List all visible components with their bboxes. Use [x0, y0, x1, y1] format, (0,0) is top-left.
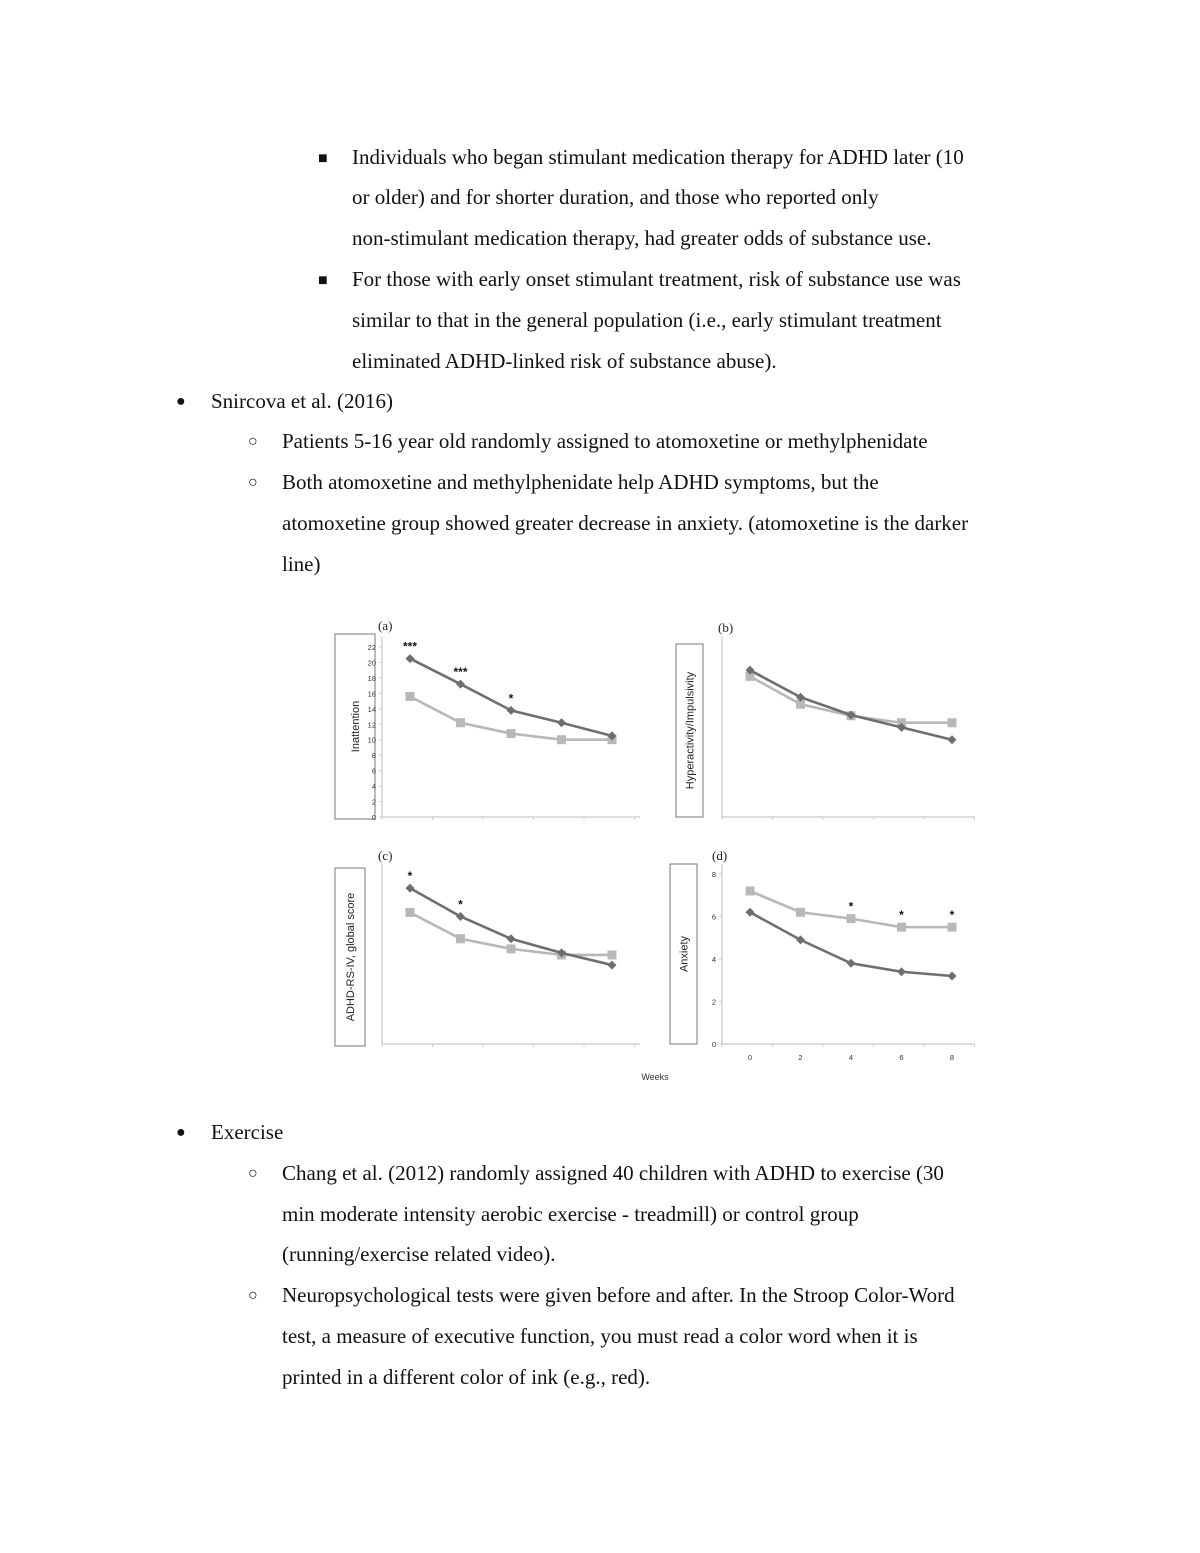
y-tick-label: 8	[371, 751, 376, 761]
x-tick-label: 4	[848, 1053, 854, 1062]
data-point-atomoxetine	[948, 972, 957, 981]
series-line-atomoxetine	[750, 670, 952, 740]
text-line: similar to that in the general population (i.e., early stimulant treatment	[352, 308, 942, 332]
text-line: or older) and for shorter duration, and those who reported only	[352, 185, 879, 209]
text-line: printed in a different color of ink (e.g., red).	[282, 1365, 651, 1389]
data-point-atomoxetine	[557, 718, 566, 727]
text-line: atomoxetine group showed greater decrease in anxiety. (atomoxetine is the darker	[282, 511, 969, 535]
y-tick-label: 0	[371, 813, 376, 822]
data-point-methylphenidate	[948, 923, 957, 932]
y-tick-label: 12	[367, 720, 376, 730]
significance-annotation: *	[458, 897, 463, 912]
circle-bullet-icon: ○	[248, 1165, 258, 1182]
y-axis-label: Hyperactivity/Impulsivity	[684, 671, 697, 790]
y-tick-label: 8	[711, 870, 716, 879]
data-point-methylphenidate	[897, 923, 906, 932]
y-tick-label: 22	[367, 643, 376, 652]
square-bullet-icon: ■	[318, 150, 328, 167]
text-line: Snircova et al. (2016)	[211, 389, 393, 413]
data-point-methylphenidate	[948, 718, 957, 727]
data-point-methylphenidate	[507, 944, 516, 953]
data-point-methylphenidate	[456, 934, 465, 943]
text-line: For those with early onset stimulant treatment, risk of substance use was	[352, 267, 961, 291]
panel-title: (b)	[718, 620, 734, 635]
text-line: Exercise	[211, 1120, 284, 1144]
data-point-methylphenidate	[456, 718, 465, 727]
y-tick-label: 18	[367, 673, 376, 683]
text-line: line)	[282, 552, 321, 576]
significance-annotation: ***	[402, 639, 418, 654]
data-point-atomoxetine	[456, 680, 465, 689]
figure-four-panel-chart	[330, 612, 980, 1087]
significance-annotation: *	[508, 691, 514, 706]
panel-title: (a)	[378, 618, 393, 633]
y-tick-label: 6	[711, 912, 716, 922]
y-tick-label: 14	[367, 704, 376, 714]
data-point-atomoxetine	[608, 961, 617, 970]
circle-bullet-icon: ○	[248, 1287, 258, 1304]
y-tick-label: 16	[367, 689, 376, 699]
data-point-methylphenidate	[796, 908, 805, 917]
data-point-methylphenidate	[406, 908, 415, 917]
x-tick-label: 0	[747, 1053, 753, 1062]
y-tick-label: 10	[367, 735, 376, 745]
y-tick-label: 4	[711, 955, 716, 964]
data-point-atomoxetine	[406, 654, 415, 663]
text-line: non-stimulant medication therapy, had greater odds of substance use.	[352, 226, 932, 250]
text-line: eliminated ADHD-linked risk of substance abuse).	[352, 349, 777, 373]
x-tick-label: 2	[798, 1053, 803, 1062]
y-tick-label: 0	[711, 1040, 716, 1049]
y-tick-label: 2	[711, 997, 716, 1007]
panel-title: (d)	[712, 848, 728, 863]
text-line: test, a measure of executive function, you must read a color word when it is	[282, 1324, 918, 1348]
data-point-atomoxetine	[948, 735, 957, 744]
x-tick-label: 6	[899, 1053, 904, 1062]
panel-title: (c)	[378, 848, 393, 863]
chart-svg	[330, 612, 980, 1087]
x-axis-label: Weeks	[641, 1072, 669, 1082]
text-line: Both atomoxetine and methylphenidate help ADHD symptoms, but the	[282, 470, 879, 494]
significance-annotation: ***	[453, 665, 468, 680]
y-tick-label: 2	[371, 797, 376, 807]
significance-annotation: *	[407, 869, 413, 884]
circle-bullet-icon: ○	[248, 474, 258, 491]
disc-bullet-icon: ●	[176, 1124, 186, 1141]
text-line: Patients 5-16 year old randomly assigned to atomoxetine or methylphenidate	[282, 429, 928, 453]
x-tick-label: 8	[949, 1053, 955, 1062]
data-point-methylphenidate	[507, 729, 516, 738]
y-axis-label: Anxiety	[678, 935, 691, 973]
significance-annotation: *	[848, 899, 854, 914]
y-axis-label: Inattention	[350, 700, 362, 753]
data-point-atomoxetine	[897, 967, 906, 976]
y-tick-label: 4	[371, 782, 376, 792]
y-tick-label: 20	[367, 658, 376, 668]
series-line-atomoxetine	[410, 888, 612, 965]
text-line: Individuals who began stimulant medication therapy for ADHD later (10	[352, 145, 964, 169]
data-point-methylphenidate	[557, 735, 566, 744]
y-tick-label: 6	[371, 766, 376, 776]
data-point-atomoxetine	[507, 706, 516, 715]
significance-annotation: *	[949, 908, 955, 923]
data-point-methylphenidate	[406, 692, 415, 701]
significance-annotation: *	[899, 908, 904, 923]
text-line: (running/exercise related video).	[282, 1242, 556, 1266]
data-point-methylphenidate	[746, 887, 755, 896]
data-point-atomoxetine	[507, 934, 516, 943]
square-bullet-icon: ■	[318, 272, 328, 289]
text-line: min moderate intensity aerobic exercise - treadmill) or control group	[282, 1202, 859, 1226]
disc-bullet-icon: ●	[176, 393, 186, 410]
y-axis-label: ADHD-RS-IV, global score	[345, 892, 357, 1022]
text-line: Neuropsychological tests were given before and after. In the Stroop Color-Word	[282, 1283, 955, 1307]
text-line: Chang et al. (2012) randomly assigned 40 children with ADHD to exercise (30	[282, 1161, 944, 1185]
data-point-methylphenidate	[608, 950, 617, 959]
data-point-atomoxetine	[847, 959, 856, 968]
circle-bullet-icon: ○	[248, 433, 258, 450]
data-point-methylphenidate	[847, 914, 856, 923]
